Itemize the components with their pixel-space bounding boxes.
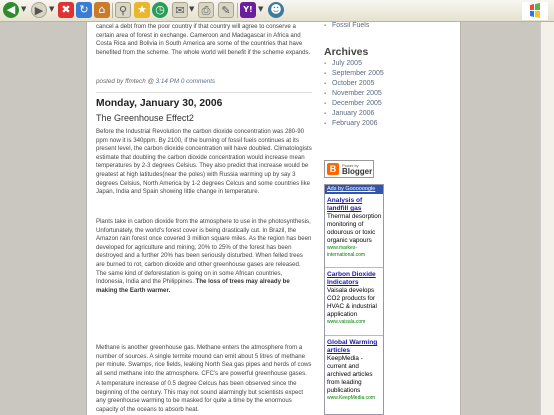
vertical-scrollbar[interactable] — [540, 22, 554, 415]
archive-link[interactable] — [324, 110, 374, 117]
history-icon[interactable]: ◷ — [152, 2, 168, 18]
archive-label: February 2006 — [332, 120, 378, 127]
yahoo-icon[interactable]: Y! — [240, 2, 256, 18]
ad-title-link[interactable]: Analysis of landfill gas — [327, 197, 363, 212]
link-label: Fossil Fuels — [332, 22, 370, 29]
post-paragraph: Methane is another greenhouse gas. Methane enters the atmosphere from a number of sources. A single termite mound can emit about 5 litres of methane per minute. Swamps, rice fields, leaking North Sea gas pipes and herds of cows all send methane into the atmosphere. CFC's are powerful greenhouse gases. — [96, 344, 312, 377]
archive-label: September 2005 — [332, 70, 384, 77]
archive-label: July 2005 — [332, 60, 362, 67]
sidebar-link-fossil-fuels[interactable] — [324, 22, 369, 29]
archive-link[interactable] — [324, 60, 362, 67]
sidebar — [324, 22, 456, 415]
ad-title-link[interactable]: Carbon Dioxide Indicators — [327, 271, 376, 286]
date-header: Monday, January 30, 2006 — [96, 98, 223, 109]
post-paragraph: A temperature increase of 0.5 degree Celcus has been observed since the beginning of the century. This may not sound alarmingly but scientists expect any greenhouse warming to be masked for quite a time by the enormous capacity of the oceans to absorb heat. — [96, 380, 304, 413]
ad-title-link[interactable]: Global Warming articles — [327, 339, 378, 354]
post-paragraph — [96, 218, 312, 295]
ad-item — [327, 197, 383, 259]
main-column — [96, 22, 312, 415]
forward-dropdown-icon[interactable]: ▼ — [49, 5, 55, 13]
ad-item — [327, 339, 383, 402]
ad-url[interactable]: www.KeepMedia.com — [327, 395, 376, 401]
archive-link[interactable] — [324, 120, 378, 127]
post-footer — [96, 78, 215, 85]
ad-url[interactable]: www.vaisala.com — [327, 319, 366, 325]
ad-body: Thermal desorption monitoring of odourous or toxic organic vapours — [327, 213, 382, 244]
powered-by-blogger-badge[interactable] — [324, 160, 374, 178]
bullet-icon: ▪ — [324, 111, 327, 117]
toolbar-separator — [237, 3, 238, 18]
back-dropdown-icon[interactable]: ▼ — [21, 5, 27, 13]
bullet-icon: ▪ — [324, 81, 327, 87]
archive-label: November 2005 — [332, 90, 382, 97]
edit-icon[interactable]: ✎ — [218, 2, 234, 18]
bullet-icon: ▪ — [324, 121, 327, 127]
toolbar-separator — [112, 3, 113, 18]
back-icon[interactable]: ◀ — [3, 2, 19, 18]
messenger-icon[interactable]: ☻ — [268, 2, 284, 18]
paragraph-text: Plants take in carbon dioxide from the atmosphere to use in the photosynthesis, Unfortunately, the world's forest cover is being drastically cut. In Brazil, the Amazon rain forest once covered 3 million square miles. As the region has been developed for agriculture and mining, 20% to 25% of the forest has been destroyed and a further 20% has been seriously disturbed. When felled trees are burned to rot, carbon dioxide and other greenhouse gases are released. The same kind of deforestation is going on in some African countries, Indonesia, India and the Philippines. — [96, 218, 312, 286]
ad-divider — [325, 267, 384, 268]
search-icon[interactable]: ⚲ — [115, 2, 131, 18]
intro-paragraph: cancel a debt from the poor country if that country will agree to conserve a certain area of forest in exchange. Cameroon and Madagascar in Africa and Costa Rica and Bolivia in South America are some of the countries that have benefited from the scheme. The whole world will benefit if the scheme expands. — [96, 23, 311, 56]
ad-body: KeepMedia - current and archived articles from leading publications — [327, 355, 373, 394]
ad-divider — [325, 335, 384, 336]
archive-label: October 2005 — [332, 80, 375, 87]
archive-link[interactable] — [324, 90, 382, 97]
print-icon[interactable]: ⎙ — [198, 2, 214, 18]
windows-logo-icon — [522, 2, 548, 20]
blogger-logo-icon: B — [327, 163, 339, 175]
bullet-icon: ▪ — [324, 101, 327, 107]
mail-icon[interactable]: ✉ — [172, 2, 188, 18]
archive-link[interactable] — [324, 100, 382, 107]
archive-link[interactable] — [324, 70, 384, 77]
browser-toolbar — [0, 0, 554, 22]
archive-link[interactable] — [324, 80, 374, 87]
refresh-icon[interactable]: ↻ — [76, 2, 92, 18]
bullet-icon: ▪ — [324, 91, 327, 97]
comments-link[interactable]: 0 comments — [180, 78, 216, 85]
bullet-icon: ▪ — [324, 61, 327, 67]
mail-dropdown-icon[interactable]: ▼ — [189, 5, 195, 13]
post-divider — [96, 92, 312, 93]
bullet-icon: ▪ — [324, 71, 327, 77]
ad-url[interactable]: www.markes-international.com — [327, 245, 366, 258]
bullet-icon: ▪ — [324, 23, 327, 29]
ad-body: Vaisala develops CO2 products for HVAC & industrial application — [327, 287, 377, 318]
archive-label: December 2005 — [332, 100, 382, 107]
author-link[interactable]: ffmtech — [125, 78, 146, 85]
bold-sentence: The loss of trees may already be making the Earth warmer. — [96, 278, 290, 294]
posted-at: @ — [145, 78, 156, 85]
post-title: The Greenhouse Effect2 — [96, 113, 194, 123]
post-time-link[interactable]: 3:14 PM — [155, 78, 180, 85]
posted-prefix: posted by — [96, 78, 126, 85]
badge-name: Blogger — [342, 167, 373, 176]
ad-item — [327, 271, 383, 326]
google-ads-box — [324, 184, 384, 415]
home-icon[interactable]: ⌂ — [94, 2, 110, 18]
forward-icon[interactable]: ▶ — [31, 2, 47, 18]
favorites-icon[interactable]: ★ — [134, 2, 150, 18]
badge-caption: Power by — [342, 163, 359, 168]
ads-by-google-link[interactable]: Ads by Goooooogle — [325, 185, 383, 194]
yahoo-dropdown-icon[interactable]: ▼ — [258, 5, 264, 13]
archive-label: January 2006 — [332, 110, 375, 117]
archives-heading: Archives — [324, 46, 369, 58]
stop-icon[interactable]: ✖ — [58, 2, 74, 18]
post-paragraph: Before the Industrial Revolution the carbon dioxide concentration was 280-90 ppm now it is 340ppm. By 2100, if the burning of fossil fuels continues at its present level, the carbon dioxide concentration will have doubled. Climatologists estimate that doubling the carbon dioxide concentration would increase mean temperatures by 2-3 degrees Celsius. They also predict that increase would be greatest at high latitudes(near the poles) with Russia warming up by say 3 degrees Celsius, North America by 1-2 degrees Celcus and some countries like Japan, India and Spain showing little change in temperature. — [96, 128, 312, 196]
